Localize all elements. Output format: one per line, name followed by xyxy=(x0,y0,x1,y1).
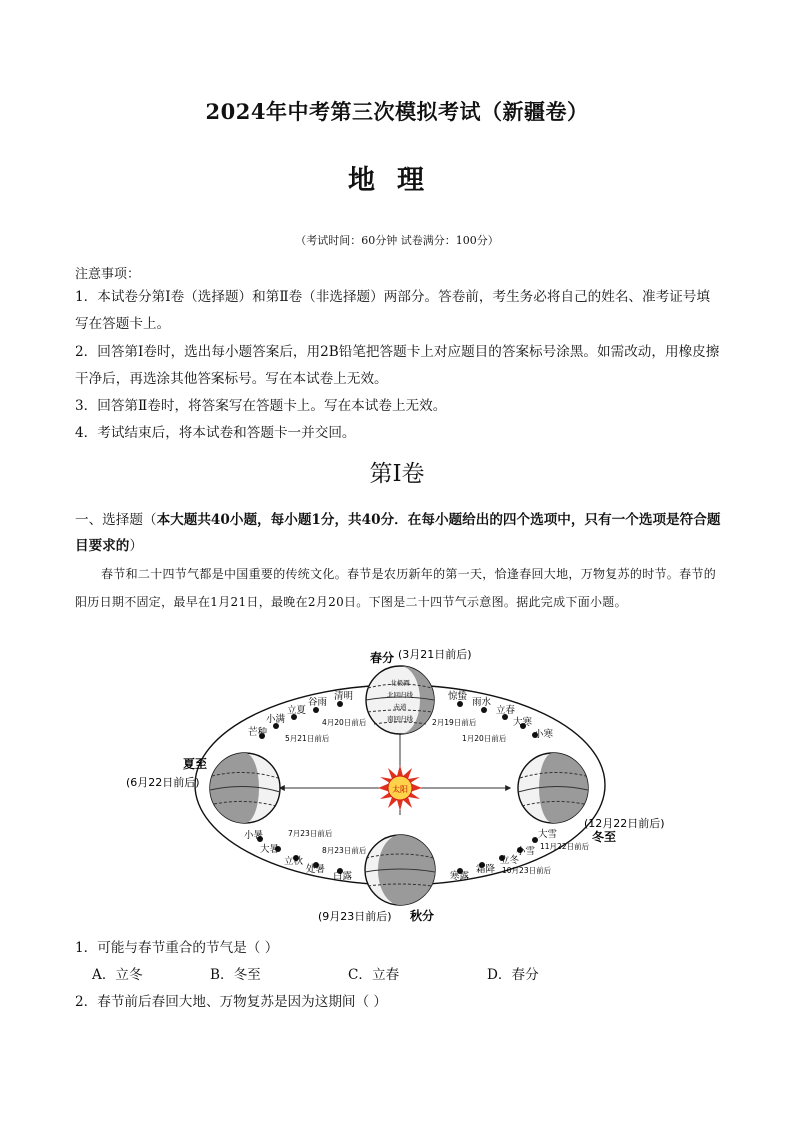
exam-info: （考试时间：60分钟 试卷满分：100分） xyxy=(295,234,499,247)
term-yushui: 雨水 xyxy=(472,697,492,708)
reading-passage: 春节和二十四节气都是中国重要的传统文化。春节是农历新年的第一天，恰逢春回大地，万物复苏的时节。春节的阳历日期不固定，最早在1月21日，最晚在2月20日。下图是二十四节气示意图。据此完成下面小题。 xyxy=(75,567,717,609)
summer-solstice-date: (6月22日前后) xyxy=(126,776,200,789)
exam-title: 2024年中考第三次模拟考试（新疆卷） xyxy=(205,99,589,124)
question-heading-prefix: 一、选择题（ xyxy=(75,512,157,528)
spring-equinox-date: (3月21日前后) xyxy=(398,648,472,661)
term-daxue: 大雪 xyxy=(538,829,558,840)
option-a[interactable]: A．立冬 xyxy=(92,967,143,983)
question-heading-bold: 本大题共40小题，每小题1分，共40分．在每小题给出的四个选项中，只有一个选项是符合题目要求的 xyxy=(75,512,721,554)
lat-label-tropic-cancer: 北回归线 xyxy=(387,691,413,699)
date-mark-oct23: 10月23日前后 xyxy=(502,866,552,875)
lat-label-equator: 赤道 xyxy=(393,703,407,711)
notice-item-4: 4．考试结束后，将本试卷和答题卡一并交回。 xyxy=(75,425,356,441)
notice-item-3: 3．回答第Ⅱ卷时，将答案写在答题卡上。写在本试卷上无效。 xyxy=(75,398,447,414)
option-c[interactable]: C．立春 xyxy=(348,967,400,983)
term-dashu: 大暑 xyxy=(260,844,280,855)
date-mark-apr20: 4月20日前后 xyxy=(322,718,367,727)
autumn-equinox-name: 秋分 xyxy=(410,909,435,923)
term-xiaoshu: 小暑 xyxy=(244,830,264,841)
term-xiaoman: 小满 xyxy=(266,714,286,725)
date-mark-may21: 5月21日前后 xyxy=(285,734,330,743)
option-b[interactable]: B．冬至 xyxy=(210,967,261,983)
term-guyu: 谷雨 xyxy=(308,697,328,708)
term-jingzhe: 惊蛰 xyxy=(448,691,468,702)
spring-equinox-name: 春分 xyxy=(370,651,395,665)
term-lidong: 立冬 xyxy=(500,855,520,866)
date-mark-aug23: 8月23日前后 xyxy=(322,846,367,855)
term-bailu: 白露 xyxy=(333,871,353,882)
date-mark-feb19: 2月19日前后 xyxy=(432,718,477,727)
date-mark-jul23: 7月23日前后 xyxy=(288,829,333,838)
question-heading xyxy=(75,507,725,559)
section-title: 第Ⅰ卷 xyxy=(369,461,425,487)
term-chushu: 处暑 xyxy=(306,864,326,875)
notice-item-1: 1．本试卷分第Ⅰ卷（选择题）和第Ⅱ卷（非选择题）两部分。答卷前，考生务必将自己的姓名、准考证号填写在答题卡上。 xyxy=(75,289,710,332)
question-2-stem: 2．春节前后春回大地、万物复苏是因为这期间（ ） xyxy=(75,994,388,1010)
term-mangzhong: 芒种 xyxy=(248,727,268,738)
winter-solstice-date: (12月22日前后) xyxy=(584,817,665,830)
winter-globe-icon xyxy=(518,753,588,823)
question-1-stem: 1．可能与春节重合的节气是（ ） xyxy=(75,940,279,956)
option-d[interactable]: D．春分 xyxy=(487,967,539,983)
term-xiaoxue: 小雪 xyxy=(516,846,536,857)
term-dahan: 大寒 xyxy=(513,717,533,728)
term-lixia: 立夏 xyxy=(287,705,307,716)
spring-globe-icon xyxy=(366,666,434,734)
autumn-globe-icon xyxy=(365,835,435,905)
term-shuangjiang: 霜降 xyxy=(476,864,496,875)
lat-label-arctic: 北极圈 xyxy=(390,679,410,687)
lat-label-tropic-capricorn: 南回归线 xyxy=(387,715,413,723)
sun-label: 太阳 xyxy=(392,785,408,794)
question-heading-suffix: ） xyxy=(129,538,143,554)
solar-terms-diagram xyxy=(110,640,670,925)
date-mark-jan20: 1月20日前后 xyxy=(462,734,507,743)
subject-title: 地理 xyxy=(348,165,446,196)
notice-title: 注意事项： xyxy=(75,267,141,282)
date-mark-nov22: 11月22日前后 xyxy=(540,842,590,851)
summer-solstice-name: 夏至 xyxy=(183,757,208,771)
summer-globe-icon xyxy=(210,753,280,823)
autumn-equinox-date: (9月23日前后) xyxy=(318,910,392,923)
term-qingming: 清明 xyxy=(334,691,354,702)
term-lichun: 立春 xyxy=(496,705,516,716)
term-hanlu: 寒露 xyxy=(450,871,470,882)
term-liqiu: 立秋 xyxy=(284,856,304,867)
term-xiaohan: 小寒 xyxy=(534,729,554,740)
notice-item-2: 2．回答第Ⅰ卷时，选出每小题答案后，用2B铅笔把答题卡上对应题目的答案标号涂黑。如需改动，用橡皮擦干净后，再选涂其他答案标号。写在本试卷上无效。 xyxy=(75,344,720,387)
winter-solstice-name: 冬至 xyxy=(592,830,617,844)
